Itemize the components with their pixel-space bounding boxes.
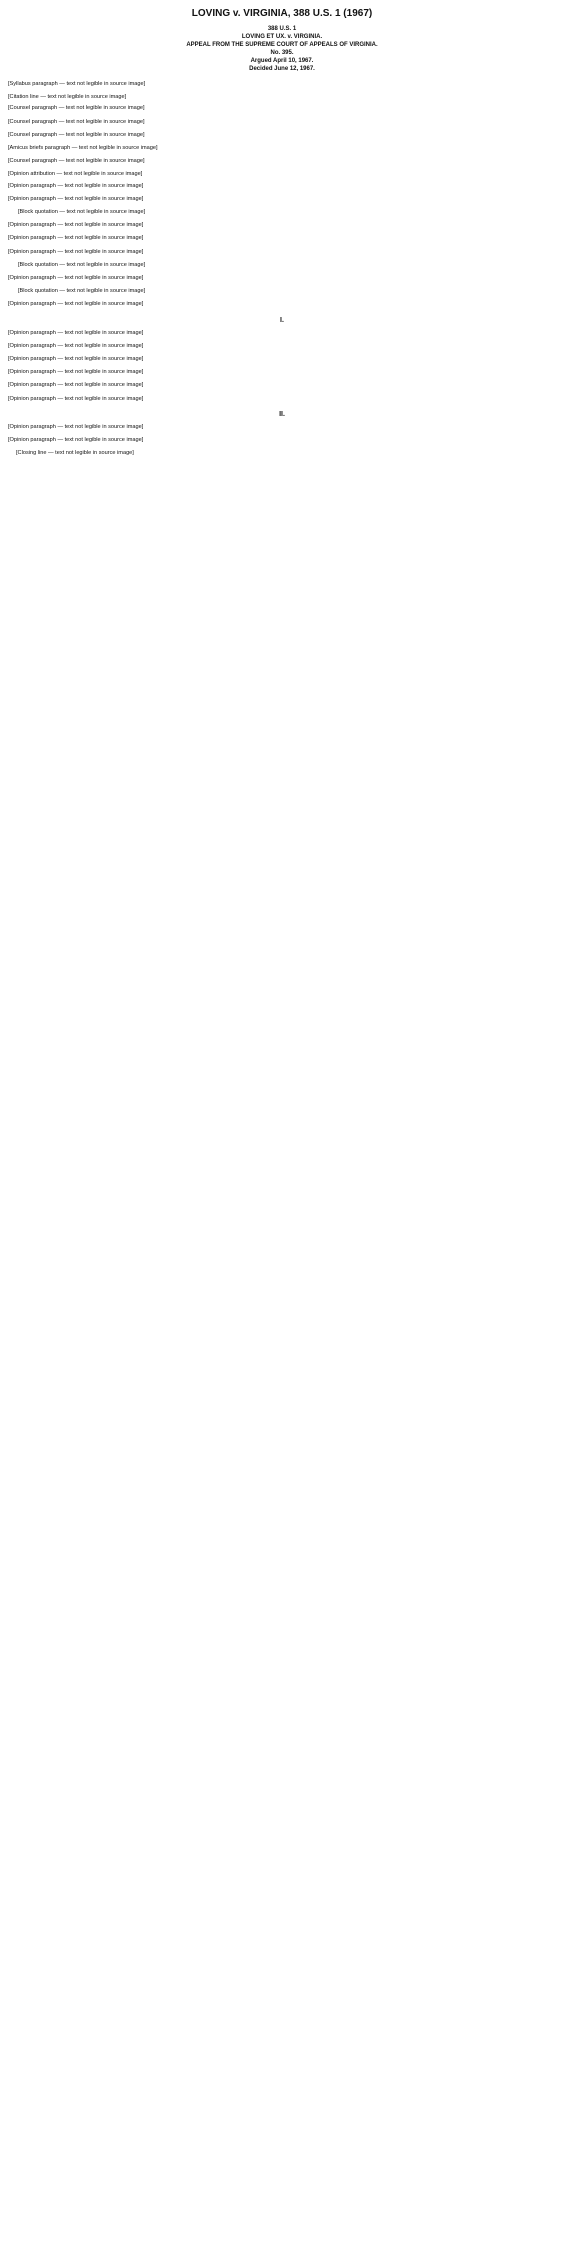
block-quote: [Block quotation — text not legible in source image] [18,209,146,216]
opinion-paragraph: [Opinion paragraph — text not legible in source image] [8,356,144,363]
citation-line: [Citation line — text not legible in source image] [8,94,127,101]
caption-line: Decided June 12, 1967. [249,66,315,72]
counsel-paragraph: [Counsel paragraph — text not legible in source image] [8,118,145,125]
caption-line: APPEAL FROM THE SUPREME COURT OF APPEALS OF VIRGINIA. [186,42,378,48]
opinion-paragraph: [Opinion paragraph — text not legible in source image] [8,369,144,376]
counsel-paragraph: [Counsel paragraph — text not legible in source image] [8,158,145,165]
opinion-paragraph: [Opinion paragraph — text not legible in source image] [8,342,144,349]
opinion-paragraph: [Opinion paragraph — text not legible in source image] [8,301,144,308]
opinion-paragraph: [Opinion paragraph — text not legible in source image] [8,382,144,389]
caption-line: Argued April 10, 1967. [250,58,314,64]
opinion-paragraph: [Opinion paragraph — text not legible in source image] [8,329,144,336]
opinion-page [0,0,564,467]
caption-line: 388 U.S. 1 [267,26,297,32]
caption-line: LOVING ET UX. v. VIRGINIA. [241,34,323,40]
opinion-paragraph: [Opinion paragraph — text not legible in source image] [8,275,144,282]
opinion-paragraph: [Opinion paragraph — text not legible in source image] [8,437,144,444]
section-heading-ii: II. [279,410,285,418]
section-heading-i: I. [280,316,284,324]
syllabus-paragraph: [Syllabus paragraph — text not legible in source image] [8,81,146,87]
counsel-paragraph: [Counsel paragraph — text not legible in source image] [8,105,145,112]
opinion-paragraph: [Opinion paragraph — text not legible in source image] [8,182,144,189]
caption-line: No. 395. [270,50,294,56]
counsel-paragraph: [Counsel paragraph — text not legible in source image] [8,131,145,138]
closing-line: [Closing line — text not legible in source image] [16,450,134,457]
amicus-paragraph: [Amicus briefs paragraph — text not legible in source image] [8,145,158,152]
opinion-paragraph: [Opinion paragraph — text not legible in source image] [8,222,144,229]
case-title: LOVING v. VIRGINIA, 388 U.S. 1 (1967) [191,8,373,19]
case-caption [8,25,556,73]
opinion-paragraph: [Opinion paragraph — text not legible in source image] [8,395,144,402]
opinion-paragraph: [Opinion paragraph — text not legible in source image] [8,248,144,255]
opinion-paragraph: [Opinion paragraph — text not legible in source image] [8,235,144,242]
opinion-attribution: [Opinion attribution — text not legible in source image] [8,171,143,178]
opinion-paragraph: [Opinion paragraph — text not legible in source image] [8,195,144,202]
opinion-paragraph: [Opinion paragraph — text not legible in source image] [8,423,144,430]
block-quote: [Block quotation — text not legible in source image] [18,288,146,295]
block-quote: [Block quotation — text not legible in source image] [18,261,146,268]
